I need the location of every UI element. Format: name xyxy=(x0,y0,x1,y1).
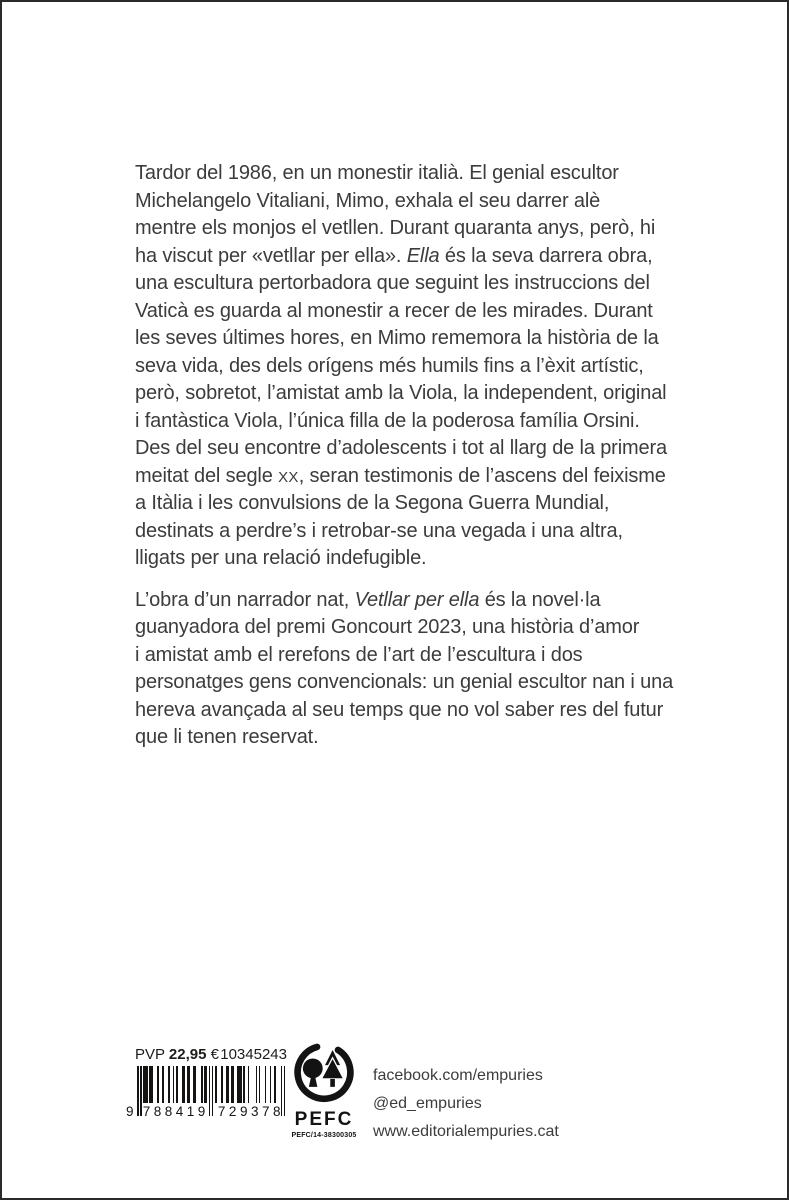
text-line xyxy=(135,724,673,752)
line-text: Des del seu encontre d’adolescents i tot al llarg de la primera xyxy=(135,437,667,459)
price-row xyxy=(135,1046,287,1063)
website-link: www.editorialempuries.cat xyxy=(373,1123,559,1140)
price-label: PVP xyxy=(135,1046,169,1063)
line-text: una escultura pertorbadora que seguint les instruccions del xyxy=(135,272,650,294)
text-line xyxy=(135,614,673,642)
line-text: és la seva darrera obra, xyxy=(439,244,653,267)
text-line xyxy=(135,215,673,243)
line-text: lligats per una relació indefugible. xyxy=(135,547,427,569)
barcode-bar xyxy=(270,1066,272,1103)
text-line xyxy=(135,587,673,615)
barcode-bar xyxy=(173,1066,175,1103)
text-line xyxy=(135,435,673,463)
barcode-bar xyxy=(157,1066,159,1103)
line-text: però, sobretot, l’amistat amb la Viola, la independent, original xyxy=(135,382,667,404)
small-caps-century: XX xyxy=(278,468,299,486)
pefc-certification xyxy=(283,1042,365,1139)
text-line xyxy=(135,463,673,491)
line-text: personatges gens convencionals: un genial escultor nan i una xyxy=(135,671,674,693)
barcode-bar xyxy=(193,1066,196,1103)
synopsis-text-block xyxy=(135,160,673,752)
line-text: les seves últimes hores, en Mimo rememora la història de la xyxy=(135,327,659,349)
barcode-bar xyxy=(256,1066,258,1103)
round-tree-icon xyxy=(303,1058,323,1086)
barcode-bar xyxy=(182,1066,185,1103)
barcode-bar xyxy=(265,1066,267,1103)
barcode-bar xyxy=(149,1066,152,1103)
line-text: Vaticà es guarda al monestir a recer de les mirades. Durant xyxy=(135,299,653,322)
barcode-bar xyxy=(243,1066,245,1103)
barcode-bar xyxy=(201,1066,203,1103)
pefc-license-code: PEFC/14-38300305 xyxy=(291,1132,357,1139)
isbn-barcode xyxy=(126,1066,286,1119)
synopsis-paragraph-1 xyxy=(135,160,673,573)
pefc-logo-icon xyxy=(291,1042,357,1106)
text-line xyxy=(135,188,673,216)
edition-code: 10345243 xyxy=(220,1046,287,1063)
text-line xyxy=(135,160,673,188)
line-text: meitat del segle xyxy=(135,464,279,487)
price-amount: 22,95 xyxy=(168,1046,207,1063)
barcode-bar xyxy=(187,1066,190,1103)
text-line xyxy=(135,642,673,670)
line-text: és la novel·la xyxy=(479,588,601,611)
line-text: Tardor del 1986, en un monestir italià. El genial escultor xyxy=(135,162,619,184)
text-line xyxy=(135,243,673,271)
line-text: , seran testimonis de l’ascens del feixisme xyxy=(298,464,666,487)
line-text: que li tenen reservat. xyxy=(135,726,319,748)
text-line xyxy=(135,298,673,326)
barcode-bar xyxy=(274,1066,276,1103)
barcode-bar xyxy=(176,1066,178,1103)
barcode-bar xyxy=(162,1066,164,1103)
text-line xyxy=(135,353,673,381)
line-text: hereva avançada al seu temps que no vol saber res del futur xyxy=(135,698,664,721)
line-text: destinats a perdre’s i retrobar-se una vegada i una altra, xyxy=(135,519,623,542)
barcode-bar xyxy=(259,1066,261,1103)
barcode-bar xyxy=(168,1066,170,1103)
book-title-italic: Vetllar per ella xyxy=(354,588,480,611)
barcode-bar xyxy=(215,1066,217,1103)
footer-strip xyxy=(2,1040,787,1150)
barcode-bar xyxy=(221,1066,223,1103)
book-title-italic: Ella xyxy=(406,244,440,267)
text-line xyxy=(135,490,673,518)
text-line xyxy=(135,697,673,725)
barcode-bar xyxy=(237,1066,242,1103)
barcode-bar xyxy=(226,1066,229,1103)
text-line xyxy=(135,545,673,573)
text-line xyxy=(135,669,673,697)
isbn-lead-digit: 9 xyxy=(126,1104,134,1119)
price-group xyxy=(135,1046,219,1063)
twitter-handle: @ed_empuries xyxy=(373,1095,482,1112)
barcode-bar xyxy=(248,1066,250,1103)
isbn-group-1: 788419 xyxy=(142,1104,209,1119)
text-line xyxy=(135,518,673,546)
facebook-link: facebook.com/empuries xyxy=(373,1067,543,1084)
line-text: i amistat amb el rerefons de l’art de l’escultura i dos xyxy=(135,643,583,666)
text-line xyxy=(135,270,673,298)
text-line xyxy=(135,325,673,353)
line-text: mentre els monjos el vetllen. Durant quaranta anys, però, hi xyxy=(135,217,656,239)
publisher-links xyxy=(373,1062,559,1146)
barcode-digits xyxy=(126,1104,284,1119)
isbn-group-2: 729378 xyxy=(217,1104,284,1119)
synopsis-paragraph-2 xyxy=(135,587,673,752)
line-text: seva vida, des dels orígens més humils fins a l’èxit artístic, xyxy=(135,354,644,377)
line-text: L’obra d’un narrador nat, xyxy=(135,588,355,611)
pefc-acronym: PEFC xyxy=(294,1109,354,1130)
line-text: ha viscut per «vetllar per ella». xyxy=(135,244,407,267)
line-text: i fantàstica Viola, l’única filla de la poderosa família Orsini. xyxy=(135,409,640,432)
text-line xyxy=(135,380,673,408)
barcode-bar xyxy=(204,1066,207,1103)
line-text: guanyadora del premi Goncourt 2023, una història d’amor xyxy=(135,616,640,638)
line-text: a Itàlia i les convulsions de la Segona Guerra Mundial, xyxy=(135,492,610,514)
euro-sign: € xyxy=(206,1046,219,1063)
barcode-bar xyxy=(143,1066,148,1103)
barcode-bar xyxy=(231,1066,234,1103)
line-text: Michelangelo Vitaliani, Mimo, exhala el seu darrer alè xyxy=(135,189,601,212)
text-line xyxy=(135,408,673,436)
